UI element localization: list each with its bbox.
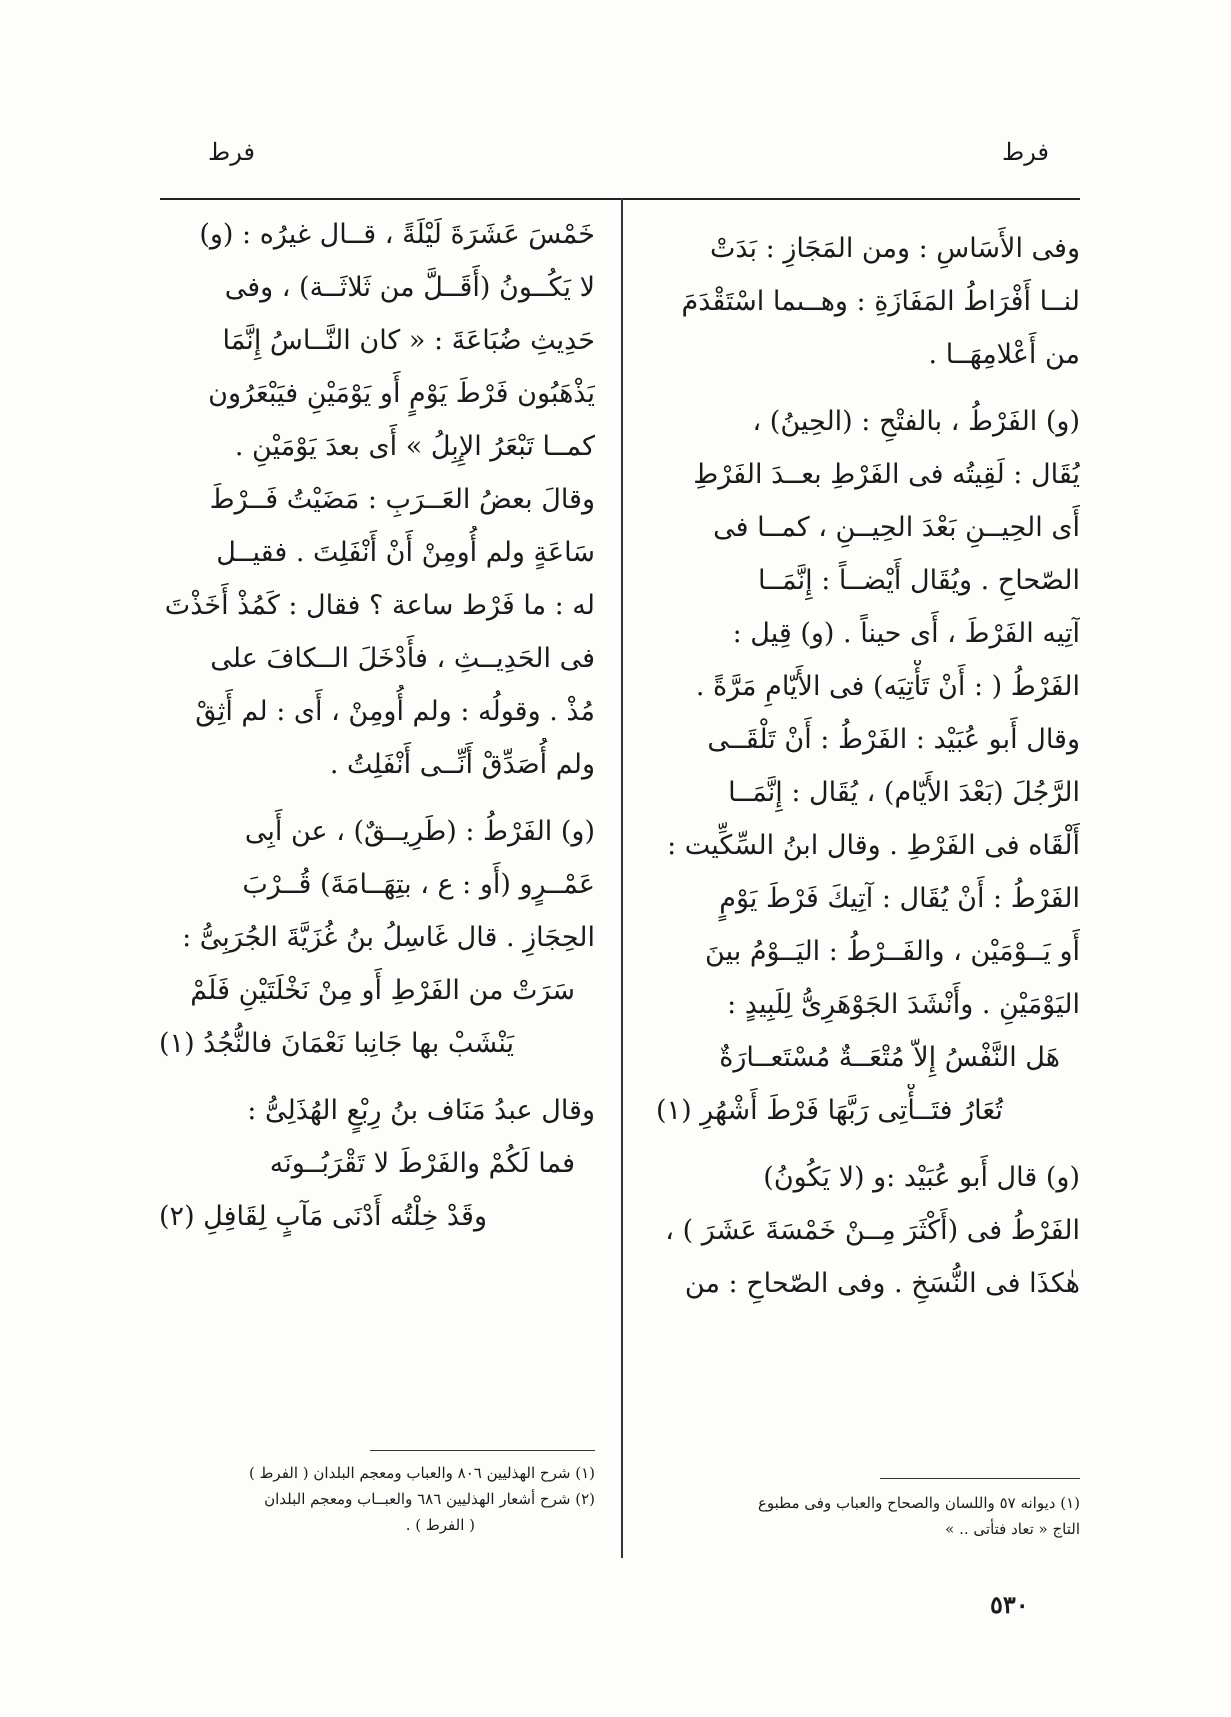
- paragraph: [652, 395, 1080, 1031]
- header-word-right: فرط: [1002, 138, 1049, 166]
- text-line: وقالَ بعضُ العَــرَبِ : مَضَيْتُ فَــرْطَ: [209, 484, 595, 515]
- verse-hemistich: سَرَتْ من الفَرْطِ أَو مِنْ نَخْلَتَيْنِ فَلَمْ: [190, 975, 575, 1006]
- footnote: التاج « تعاد فتأتى .. »: [945, 1520, 1080, 1538]
- text-line: (و) الفَرْطُ : (طَرِيــقٌ) ، عن أَبِى: [244, 816, 595, 847]
- header-rule: [160, 198, 1080, 200]
- text-line: يُقَال : لَقِيتُه فى الفَرْطِ بعــدَ الفَرْطِ: [693, 459, 1080, 490]
- text-line: يَذْهَبُون فَرْطَ يَوْمٍ أَو يَوْمَيْنِ فيَبْعَرُون: [208, 378, 595, 409]
- paragraph: [155, 805, 595, 964]
- text-line: كمــا تَبْعَرُ الإِبِلُ » أَى بعدَ يَوْمَيْنِ .: [234, 431, 595, 462]
- footnote: (١) شرح الهذليين ٨٠٦ والعباب ومعجم البلدان ( الفرط ): [248, 1464, 595, 1482]
- text-line: لنــا أَفْرَاطُ المَفَازَةِ : وهــىما اسْتَقْدَمَ: [681, 286, 1080, 317]
- verse-hemistich: تُعَارُ فتَــأْتِى رَبَّهَا فَرْطَ أَشْهُرِ (١): [656, 1095, 1003, 1126]
- paragraph: [652, 1151, 1080, 1310]
- text-line: الفَرْطُ : أَنْ يُقَال : آتِيكَ فَرْطَ يَوْمٍ: [719, 883, 1080, 914]
- footnotes-right: [652, 1490, 1080, 1542]
- footnote-rule: [370, 1450, 595, 1451]
- paragraph: [155, 208, 595, 791]
- verse: [652, 1031, 1080, 1137]
- right-column: [652, 222, 1080, 1310]
- text-line: فى الحَدِيــثِ ، فأَدْخَلَ الــكافَ على: [210, 643, 595, 674]
- paragraph: [155, 1084, 595, 1137]
- text-line: حَدِيثِ ضُبَاعَةَ : « كان النَّــاسُ إِنَّمَا: [222, 325, 595, 356]
- column-divider: [621, 198, 623, 1558]
- text-line: هٰكذَا فى النُّسَخِ . وفى الصّحاحِ : من: [684, 1268, 1080, 1299]
- text-line: عَمْــرٍو (أَو : ع ، بتِهَــامَةَ) قُــرْبَ: [242, 869, 595, 900]
- text-line: وقال عبدُ مَنَاف بنُ رِبْعٍ الهُذَلِىُّ :: [247, 1095, 595, 1126]
- text-line: الحِجَازِ . قال غَاسِلُ بنُ غُزَيَّةَ الجُرَبِىُّ :: [182, 922, 595, 953]
- text-line: الرَّجُلَ (بَعْدَ الأَيّام) ، يُقَال : إِنَّمَــا: [728, 777, 1080, 808]
- verse-hemistich: وقَدْ خِلْتُه أَدْنَى مَآبٍ لِقَافِلِ (٢): [159, 1201, 487, 1232]
- page-number: ٥٣٠: [990, 1590, 1029, 1619]
- footnotes-left: [150, 1460, 595, 1538]
- verse: [155, 1137, 595, 1243]
- header-word-left: فرط: [208, 138, 255, 166]
- verse: [155, 964, 595, 1070]
- footnote: (٢) شرح أشعار الهذليين ٦٨٦ والعبــاب ومعجم البلدان: [264, 1490, 595, 1508]
- verse-hemistich: يَنْشَبْ بها جَانِبا نَعْمَانَ فالنُّجُدُ (١): [159, 1028, 515, 1059]
- text-line: مُذْ . وقولُه : ولم أُومِنْ ، أَى : لم أَثِقْ: [195, 696, 595, 727]
- text-line: الصّحاحِ . ويُقَال أَيْضــاً : إِنَّمَــا: [757, 565, 1080, 596]
- text-line: من أَعْلامِهَــا .: [928, 339, 1080, 370]
- text-line: ولم أُصَدِّقْ أَنِّــى أَنْفَلِتُ .: [329, 749, 595, 780]
- verse-hemistich: هَل النَّفْسُ إِلاّ مُتْعَــةٌ مُسْتَعــارَةٌ: [719, 1042, 1060, 1073]
- text-line: (و) قال أَبو عُبَيْد :و (لا يَكُونُ): [763, 1162, 1080, 1193]
- text-line: له : ما فَرْط ساعة ؟ فقال : كَمُذْ أَخَذْتَ: [164, 590, 595, 621]
- text-line: أَى الحِيــنِ بَعْدَ الحِيــنِ ، كمــا فى: [713, 512, 1080, 543]
- footnote: (١) ديوانه ٥٧ واللسان والصحاح والعباب وفى مطبوع: [757, 1494, 1080, 1512]
- text-line: الفَرْطُ ( : أَنْ تَأْتِيَه) فى الأَيّامِ مَرَّةً .: [695, 671, 1080, 702]
- text-line: وفى الأَسَاسِ : ومن المَجَازِ : بَدَتْ: [709, 233, 1080, 264]
- text-line: سَاعَةٍ ولم أُومِنْ أَنْ أَنْفَلِتَ . فقيــل: [216, 537, 595, 568]
- text-line: وقال أَبو عُبَيْد : الفَرْطُ : أَنْ تَلْقَــى: [707, 724, 1080, 755]
- footnote-rule: [880, 1478, 1080, 1479]
- text-line: (و) الفَرْطُ ، بالفتْحِ : (الحِينُ) ،: [752, 406, 1080, 437]
- text-line: آتِيه الفَرْطَ ، أَى حيناً . (و) قِيل :: [732, 618, 1080, 649]
- footnote: ( الفرط ) .: [405, 1516, 475, 1534]
- verse-hemistich: فما لَكُمْ والفَرْطَ لا تَقْرَبُــونَه: [269, 1148, 575, 1179]
- left-column: [155, 208, 595, 1243]
- text-line: أَو يَــوْمَيْن ، والفَــرْطُ : اليَــوْمُ بينَ: [705, 936, 1080, 967]
- paragraph: [652, 222, 1080, 381]
- text-line: اليَوْمَيْنِ . وأَنْشَدَ الجَوْهَرِىُّ لِلَبِيدٍ :: [727, 989, 1080, 1020]
- text-line: أَلْقَاه فى الفَرْطِ . وقال ابنُ السِّكِّيت :: [667, 830, 1080, 861]
- text-line: خَمْسَ عَشَرَةَ لَيْلَةً ، قــال غيرُه : (و): [199, 219, 595, 250]
- text-line: الفَرْطُ فى (أَكْثَرَ مِــنْ خَمْسَةَ عَشَرَ ) ،: [665, 1215, 1080, 1246]
- text-line: لا يَكُــونُ (أَقَــلَّ من ثَلاثَــة) ، وفى: [224, 272, 595, 303]
